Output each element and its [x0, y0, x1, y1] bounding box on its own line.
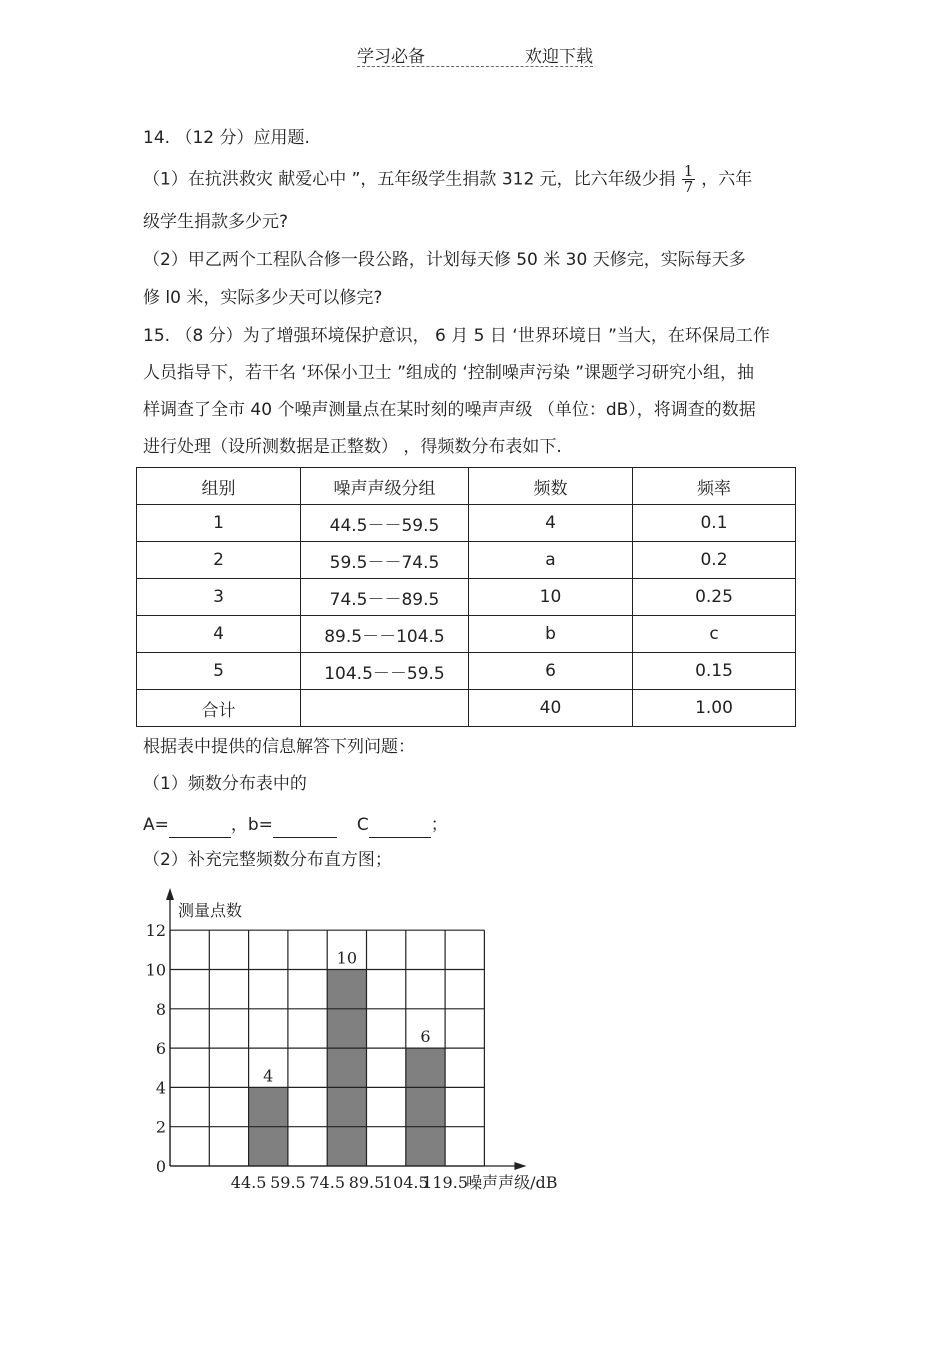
y-axis-title: 测量点数	[178, 901, 243, 920]
table-row	[137, 616, 796, 653]
q14-part1-text-b: ，六年	[701, 169, 753, 190]
table-cell: 89.5－－104.5	[301, 616, 469, 653]
table-cell	[301, 690, 469, 727]
q14-part2-line1: （2）甲乙两个工程队合修一段公路，计划每天修 50 米 30 天修完，实际每天多	[143, 250, 746, 270]
blank-b-label: ，b=	[230, 815, 273, 835]
q15-line2: 人员指导下，若干名 ‘环保小卫士 ”组成的 ‘控制噪声污染 ”课题学习研究小组，抽	[143, 363, 755, 383]
table-cell: 4	[469, 505, 633, 542]
page-header	[357, 42, 593, 67]
y-tick-label: 12	[145, 921, 166, 941]
bar-value-label: 10	[336, 948, 358, 968]
y-axis-arrow-icon	[166, 888, 174, 900]
table-header-cell: 组别	[137, 468, 301, 505]
table-cell: 74.5－－89.5	[301, 579, 469, 616]
blank-a[interactable]	[169, 813, 231, 838]
table-cell: 0.1	[633, 505, 796, 542]
y-tick-label: 10	[145, 960, 166, 980]
blank-b[interactable]	[273, 813, 337, 838]
x-axis-arrow-icon	[514, 1162, 526, 1170]
table-cell: 10	[469, 579, 633, 616]
blank-c[interactable]	[369, 813, 431, 838]
table-row	[137, 653, 796, 690]
y-tick-label: 6	[155, 1039, 166, 1059]
table-total-row	[137, 690, 796, 727]
q14-part1-line2: 级学生捐款多少元?	[143, 212, 289, 232]
table-cell: 1	[137, 505, 301, 542]
table-cell: a	[469, 542, 633, 579]
q15-instruction: 根据表中提供的信息解答下列问题：	[143, 737, 415, 757]
header-left: 学习必备	[357, 47, 425, 67]
table-cell: 3	[137, 579, 301, 616]
y-tick-label: 8	[155, 999, 166, 1019]
q14-part1-line1	[143, 164, 752, 195]
table-cell: c	[633, 616, 796, 653]
bar-value-label: 4	[263, 1066, 274, 1086]
q14-part2-line2: 修 l0 米，实际多少天可以修完?	[143, 288, 383, 308]
table-cell: 合计	[137, 690, 301, 727]
frequency-table	[136, 467, 796, 727]
table-cell: 0.2	[633, 542, 796, 579]
table-cell: b	[469, 616, 633, 653]
table-cell: 0.25	[633, 579, 796, 616]
q15-line3: 样调查了全市 40 个噪声测量点在某时刻的噪声声级 （单位：dB），将调查的数据	[143, 400, 756, 420]
table-row	[137, 579, 796, 616]
table-row	[137, 505, 796, 542]
q15-sub2: （2）补充完整频数分布直方图；	[143, 850, 392, 870]
histogram-chart	[140, 880, 600, 1200]
fraction-numerator: 1	[683, 162, 694, 180]
fraction-one-seventh	[682, 164, 696, 195]
table-cell: 2	[137, 542, 301, 579]
y-tick-label: 2	[155, 1117, 166, 1137]
x-axis-title: 噪声声级/dB	[466, 1173, 558, 1192]
q15-sub1: （1）频数分布表中的	[143, 774, 307, 794]
q14-part1-text-a: （1）在抗洪救灾 献爱心中 ”，五年级学生捐款 312 元，比六年级少捐	[143, 169, 676, 190]
x-tick-label: 104.5	[382, 1173, 429, 1192]
x-tick-label: 74.5	[309, 1173, 346, 1192]
table-cell: 0.15	[633, 653, 796, 690]
fraction-denominator: 7	[683, 178, 694, 196]
x-tick-label: 44.5	[230, 1173, 267, 1192]
x-tick-label: 89.5	[348, 1173, 385, 1192]
table-header-row	[137, 468, 796, 505]
bar-value-label: 6	[420, 1027, 431, 1047]
table-row	[137, 542, 796, 579]
blank-a-label: A=	[143, 815, 169, 835]
table-header-cell: 频率	[633, 468, 796, 505]
x-tick-label: 59.5	[270, 1173, 306, 1192]
table-cell: 6	[469, 653, 633, 690]
q15-line1: 15. （8 分）为了增强环境保护意识， 6 月 5 日 ‘世界环境日 ”当大，在环保局工作	[143, 326, 770, 346]
q14-title: 14. （12 分）应用题.	[143, 128, 310, 148]
blank-c-label: C	[356, 815, 369, 835]
table-cell: 44.5－－59.5	[301, 505, 469, 542]
blank-end-mark: ；	[430, 815, 448, 835]
table-cell: 5	[137, 653, 301, 690]
x-tick-label: 119.5	[422, 1173, 469, 1192]
header-right: 欢迎下载	[525, 47, 593, 67]
table-cell: 1.00	[633, 690, 796, 727]
table-cell: 4	[137, 616, 301, 653]
y-tick-label: 0	[155, 1157, 166, 1176]
table-cell: 59.5－－74.5	[301, 542, 469, 579]
q15-blanks-line	[143, 813, 448, 838]
table-header-cell: 噪声声级分组	[301, 468, 469, 505]
table-header-cell: 频数	[469, 468, 633, 505]
q15-line4: 进行处理（设所测数据是正整数） ，得频数分布表如下.	[143, 437, 562, 457]
y-tick-label: 4	[155, 1078, 166, 1098]
histogram-bar	[406, 1048, 445, 1166]
table-cell: 104.5－－59.5	[301, 653, 469, 690]
table-cell: 40	[469, 690, 633, 727]
histogram-bar	[327, 970, 366, 1167]
